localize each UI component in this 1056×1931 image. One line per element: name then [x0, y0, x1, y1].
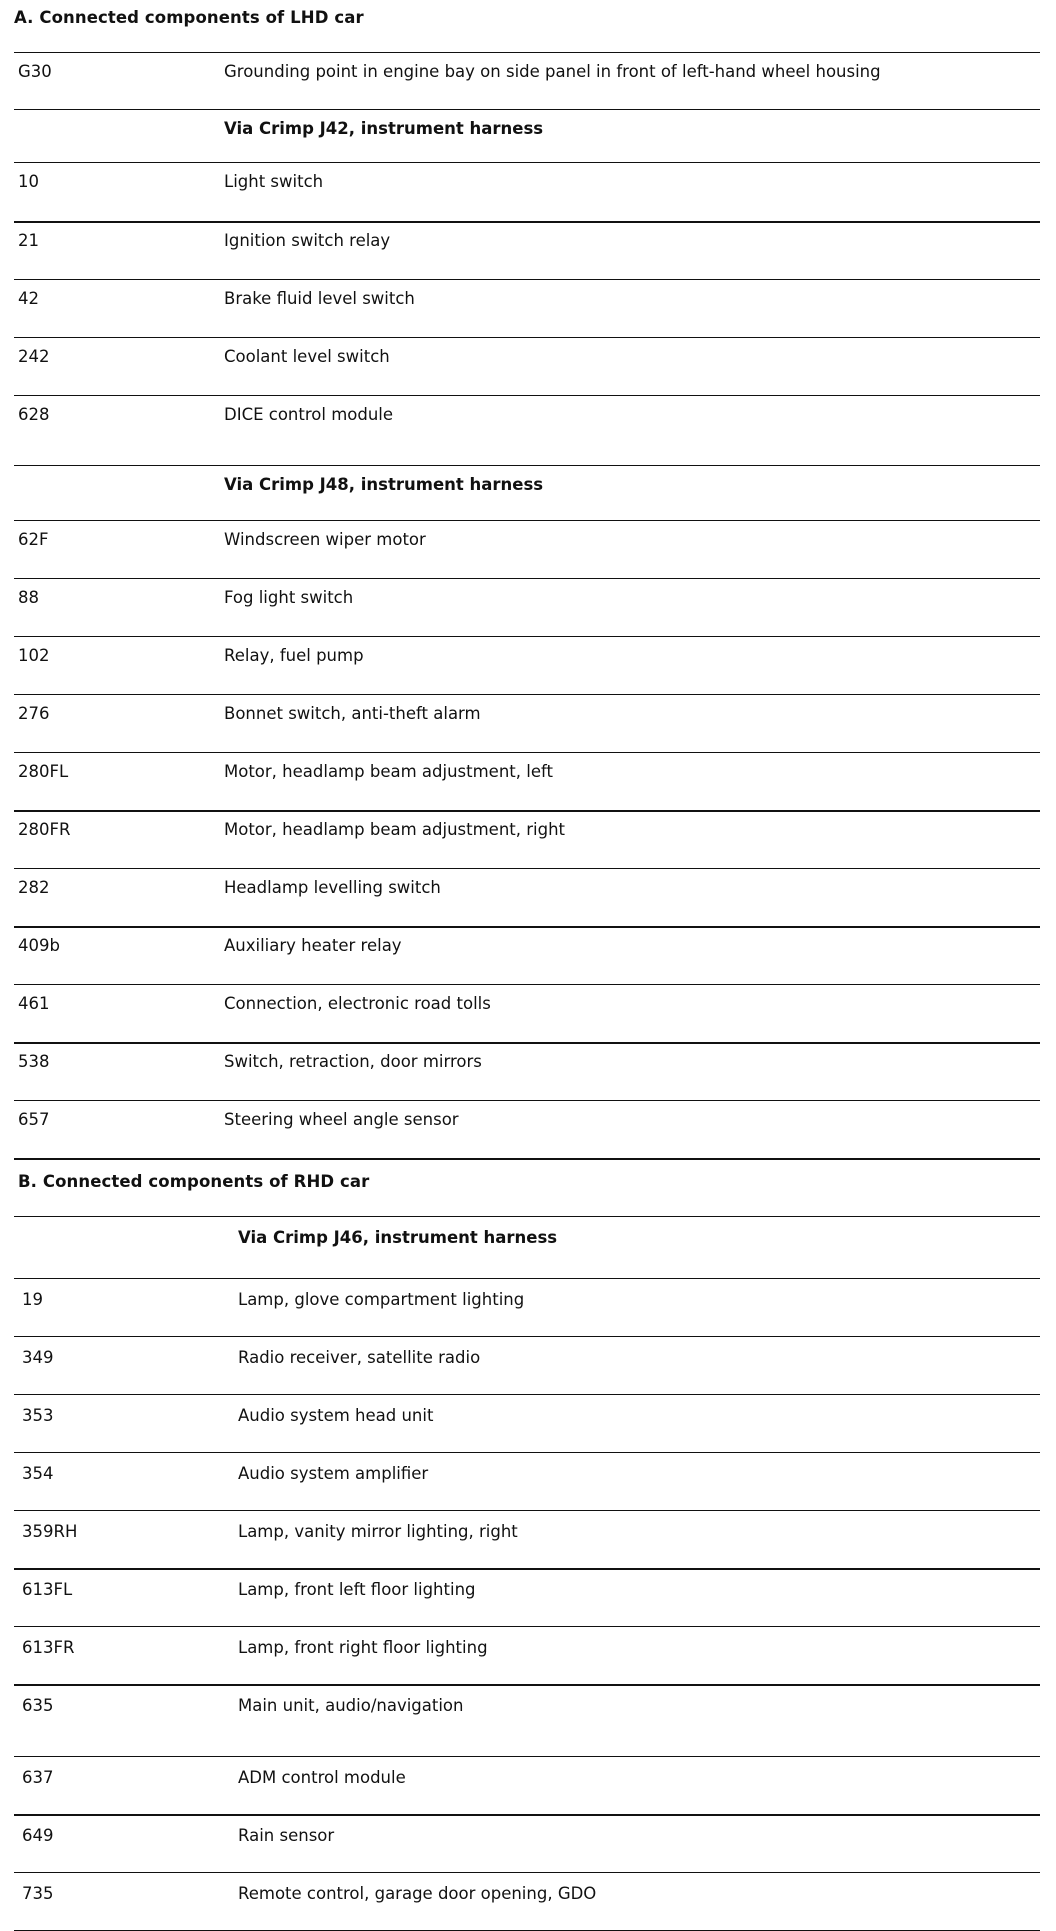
component-description: Rain sensor: [238, 1826, 335, 1845]
component-description: Lamp, front right floor lighting: [238, 1638, 488, 1657]
component-description: Grounding point in engine bay on side panel in front of left-hand wheel housing: [224, 62, 881, 81]
row-divider: [14, 1100, 1040, 1101]
row-divider: [14, 1510, 1040, 1511]
component-code: 62F: [18, 530, 49, 549]
component-code: 242: [18, 347, 50, 366]
row-divider: [14, 694, 1040, 695]
component-description: Light switch: [224, 172, 324, 191]
component-code: 276: [18, 704, 50, 723]
component-code: 735: [22, 1884, 54, 1903]
component-description: Connection, electronic road tolls: [224, 994, 491, 1013]
component-code: 280FL: [18, 762, 69, 781]
component-description: Bonnet switch, anti-theft alarm: [224, 704, 481, 723]
row-divider: [14, 1394, 1040, 1395]
component-code: 628: [18, 405, 50, 424]
row-divider: [14, 395, 1040, 396]
row-divider: [14, 1756, 1040, 1757]
component-description: Lamp, glove compartment lighting: [238, 1290, 525, 1309]
row-divider: [14, 1568, 1040, 1570]
component-description: Switch, retraction, door mirrors: [224, 1052, 482, 1071]
component-code: 19: [22, 1290, 43, 1309]
crimp-subheader: Via Crimp J48, instrument harness: [224, 475, 544, 494]
component-description: Coolant level switch: [224, 347, 390, 366]
component-description: Lamp, vanity mirror lighting, right: [238, 1522, 518, 1541]
row-divider: [14, 810, 1040, 812]
component-code: 538: [18, 1052, 50, 1071]
row-divider: [14, 868, 1040, 869]
row-divider: [14, 279, 1040, 280]
component-description: Auxiliary heater relay: [224, 936, 402, 955]
row-divider: [14, 337, 1040, 338]
crimp-subheader: Via Crimp J46, instrument harness: [238, 1228, 558, 1247]
component-description: Main unit, audio/navigation: [238, 1696, 464, 1715]
component-code: 349: [22, 1348, 54, 1367]
row-divider: [14, 1158, 1040, 1160]
component-code: 354: [22, 1464, 54, 1483]
component-description: Steering wheel angle sensor: [224, 1110, 459, 1129]
component-code: 280FR: [18, 820, 71, 839]
component-description: Audio system head unit: [238, 1406, 434, 1425]
row-divider: [14, 926, 1040, 928]
component-description: Windscreen wiper motor: [224, 530, 426, 549]
row-divider: [14, 465, 1040, 466]
component-code: 10: [18, 172, 39, 191]
row-divider: [14, 1336, 1040, 1337]
crimp-subheader: Via Crimp J42, instrument harness: [224, 119, 544, 138]
component-code: 657: [18, 1110, 50, 1129]
row-divider: [14, 109, 1040, 110]
component-description: Audio system amplifier: [238, 1464, 429, 1483]
component-description: DICE control module: [224, 405, 394, 424]
row-divider: [14, 984, 1040, 985]
component-code: 88: [18, 588, 39, 607]
component-description: Ignition switch relay: [224, 231, 391, 250]
section-title: A. Connected components of LHD car: [14, 8, 364, 27]
row-divider: [14, 221, 1040, 223]
component-description: Radio receiver, satellite radio: [238, 1348, 481, 1367]
row-divider: [14, 1452, 1040, 1453]
row-divider: [14, 578, 1040, 579]
component-description: Headlamp levelling switch: [224, 878, 441, 897]
component-code: 613FL: [22, 1580, 73, 1599]
row-divider: [14, 752, 1040, 753]
row-divider: [14, 636, 1040, 637]
component-description: Remote control, garage door opening, GDO: [238, 1884, 597, 1903]
row-divider: [14, 162, 1040, 163]
component-description: ADM control module: [238, 1768, 406, 1787]
component-code: 613FR: [22, 1638, 75, 1657]
component-code: 635: [22, 1696, 54, 1715]
component-code: 637: [22, 1768, 54, 1787]
component-description: Brake fluid level switch: [224, 289, 415, 308]
component-code: 21: [18, 231, 39, 250]
component-description: Lamp, front left floor lighting: [238, 1580, 476, 1599]
row-divider: [14, 1814, 1040, 1816]
row-divider: [14, 1872, 1040, 1873]
row-divider: [14, 520, 1040, 521]
row-divider: [14, 1278, 1040, 1279]
component-code: 282: [18, 878, 50, 897]
component-description: Relay, fuel pump: [224, 646, 364, 665]
row-divider: [14, 52, 1040, 53]
component-code: 649: [22, 1826, 54, 1845]
component-code: G30: [18, 62, 52, 81]
component-code: 409b: [18, 936, 60, 955]
component-code: 353: [22, 1406, 54, 1425]
component-code: 102: [18, 646, 50, 665]
row-divider: [14, 1684, 1040, 1686]
row-divider: [14, 1216, 1040, 1217]
row-divider: [14, 1042, 1040, 1044]
component-code: 42: [18, 289, 39, 308]
section-title: B. Connected components of RHD car: [18, 1172, 370, 1191]
component-description: Fog light switch: [224, 588, 354, 607]
component-description: Motor, headlamp beam adjustment, right: [224, 820, 566, 839]
row-divider: [14, 1626, 1040, 1627]
component-description: Motor, headlamp beam adjustment, left: [224, 762, 553, 781]
component-code: 359RH: [22, 1522, 78, 1541]
component-code: 461: [18, 994, 50, 1013]
